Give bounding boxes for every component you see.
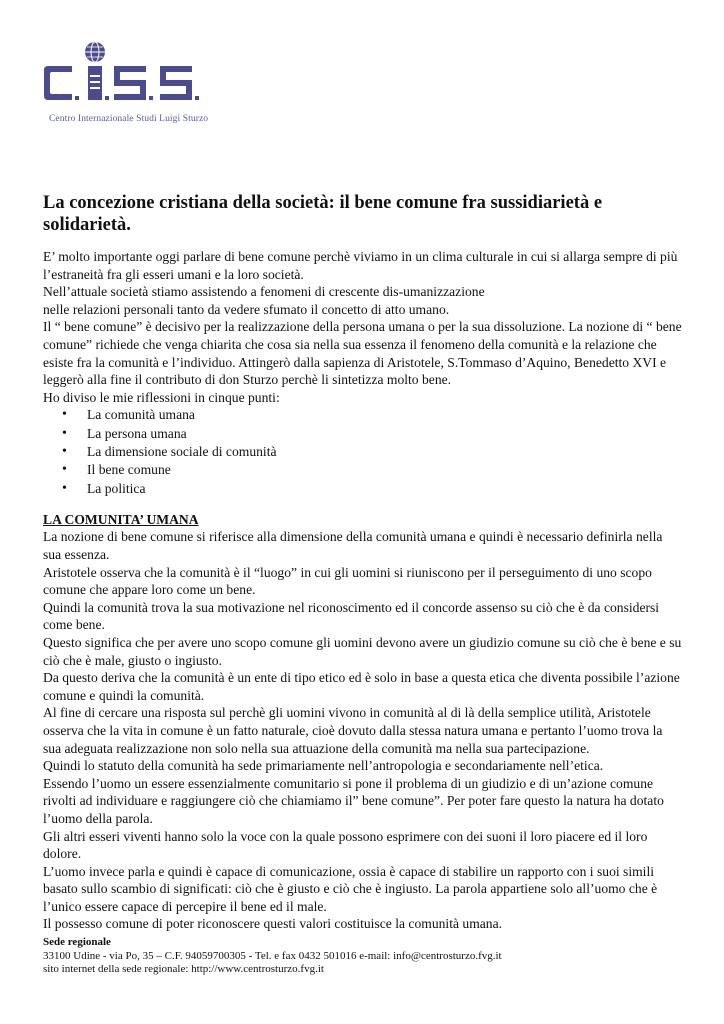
intro-paragraph: Ho diviso le mie riflessioni in cinque punti: [43, 389, 280, 405]
footer-heading: Sede regionale [43, 936, 111, 948]
section-paragraph: Quindi la comunità trova la sua motivazione nel riconoscimento ed il concorde assenso su ciò che è da considersi come bene. [43, 599, 660, 633]
section-paragraph: Al fine di cercare una risposta sul perchè gli uomini vivono in comunità al di là della semplice utilità, Aristotele osserva che la vita in comune è un fatto naturale, cioè dovuto dalla stessa natura umana e pertanto l’uomo trova la sua adeguata realizzazione non solo nella sua attuazione della comunità ma nella sua partecipazione. [43, 705, 663, 756]
footer-address: 33100 Udine - via Po, 35 – C.F. 94059700305 - Tel. e fax 0432 501016 e-mail: info@centrosturzo.fvg.it [43, 949, 502, 962]
section-paragraph: Il possesso comune di poter riconoscere questi valori costituisce la comunità umana. [43, 916, 503, 932]
section-paragraph: Essendo l’uomo un essere essenzialmente comunitario si pone il problema di un giudizio e di un’azione comune rivolti ad individuare e raggiungere ciò che chiamiamo il” bene comune”. Per poter fare questo la natura ha dotato l’uomo della parola. [43, 775, 664, 826]
page-footer [43, 936, 683, 977]
list-item: • La persona umana [87, 425, 683, 443]
section-paragraph: La nozione di bene comune si riferisce alla dimensione della comunità umana e quindi è necessario definirla nella sua essenza. [43, 529, 663, 563]
footer-website: sito internet della sede regionale: http://www.centrosturzo.fvg.it [43, 963, 324, 975]
intro-paragraph: E’ molto importante oggi parlare di bene comune perchè viviamo in un clima culturale in cui si allarga sempre di più l’estraneità fra gli esseri umani e la loro società. [43, 249, 678, 282]
section-paragraph: Aristotele osserva che la comunità è il “luogo” in cui gli uomini si riuniscono per il perseguimento di uno scopo comune che appare loro come un bene. [43, 564, 652, 598]
section-paragraph: Da questo deriva che la comunità è un ente di tipo etico ed è solo in base a questa etica che diventa possibile l’azione comune e quindi la comunità. [43, 670, 680, 703]
list-item: • La politica [87, 480, 683, 498]
list-item: • Il bene comune [87, 461, 683, 479]
document-title: La concezione cristiana della società: il bene comune fra sussidiarietà e solidarietà. [43, 193, 603, 235]
list-item: • La dimensione sociale di comunità [87, 443, 683, 461]
section-paragraph: Questo significa che per avere uno scopo comune gli uomini devono avere un giudizio comune su ciò che è bene e su ciò che è male, giusto o ingiusto. [43, 634, 682, 668]
document-body [43, 192, 683, 933]
logo-subtitle: Centro Internazionale Studi Luigi Sturzo [49, 114, 209, 124]
intro-paragraph: Il “ bene comune” è decisivo per la realizzazione della persona umana o per la sua dissoluzione. La nozione di “ bene comune” richiede che venga chiarita che cosa sia nella sua essenza il fenomeno della comunità e la relazione che esiste fra la comunità e l’individuo. Attingerò dalla sapienza di Aristotele, S.Tommaso d’Aquino, Benedetto XVI e leggerò alla fine il contributo di don Sturzo perchè li sintetizza molto bene. [43, 319, 682, 388]
list-item: • La comunità umana [87, 406, 683, 424]
section-paragraph: L’uomo invece parla e quindi è capace di comunicazione, ossia è capace di stabilire un rapporto con i suoi simili basato sullo scambio di significati: ciò che è giusto e ciò che è ingiusto. La parola appartiene solo all’uomo che è l’unico essere capace di percepire il bene ed il male. [43, 863, 658, 914]
intro-paragraph: Nell’attuale società stiamo assistendo a fenomeni di crescente dis-umanizzazione [43, 284, 485, 300]
intro-paragraph: nelle relazioni personali tanto da vedere sfumato il concetto di atto umano. [43, 301, 450, 317]
points-list [43, 406, 683, 497]
section-heading: LA COMUNITA’ UMANA [43, 511, 199, 527]
section-paragraph: Quindi lo statuto della comunità ha sede primariamente nell’antropologia e secondariamente nell’etica. [43, 758, 604, 774]
section-paragraph: Gli altri esseri viventi hanno solo la voce con la quale possono esprimere con dei suoni il loro piacere ed il loro dolore. [43, 828, 648, 862]
